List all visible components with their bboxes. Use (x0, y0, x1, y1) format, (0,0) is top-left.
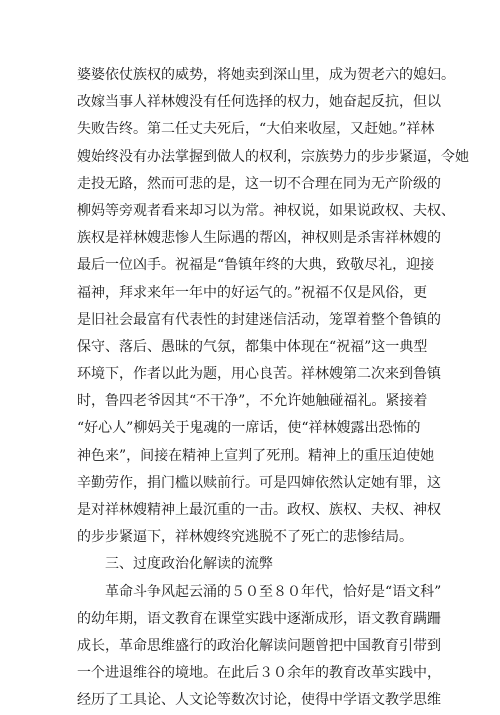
text-line: 走投无路，然而可悲的是，这一切不合理在同为无产阶级的 (77, 175, 441, 192)
section-heading-text: 三、过度政治化解读的流弊 (105, 556, 273, 573)
text-line: 失败告终。第二任丈夫死后，“大伯来收屋，又赶她。”祥林 (77, 121, 435, 138)
text-line: 保守、落后、愚昧的气氛，都集中体现在“祝福”这一典型 (77, 338, 428, 355)
text-line: 环境下，作者以此为题，用心良苦。祥林嫂第二次来到鲁镇 (77, 366, 441, 383)
text-line: 辛勤劳作，捐门槛以赎前行。可是四婶依然认定她有罪，这 (77, 474, 441, 491)
text-line: 的步步紧逼下，祥林嫂终究逃脱不了死亡的悲惨结局。 (77, 529, 413, 546)
text-line: 婆婆依仗族权的威势，将她卖到深山里，成为贺老六的媳妇。 (77, 67, 455, 83)
text-line: 是对祥林嫂精神上最沉重的一击。政权、族权、夫权、神权 (77, 502, 441, 518)
text-line: 的幼年期，语文教育在课堂实践中逐渐成形，语文教育蹒跚 (77, 610, 441, 627)
text-line: 福神，拜求来年一年中的好运气的。”祝福不仅是风俗，更 (77, 284, 428, 301)
text-line: 革命斗争风起云涌的５０至８０年代，恰好是“语文科” (105, 583, 442, 600)
text-line: 时，鲁四老爷因其“不干净”，不允许她触碰福礼。紧接着 (77, 393, 428, 410)
text-line: 柳妈等旁观者看来却习以为常。神权说，如果说政权、夫权、 (77, 202, 455, 219)
section-heading (77, 551, 437, 578)
text-line: 改嫁当事人祥林嫂没有任何选择的权力，她奋起反抗，但以 (77, 94, 441, 111)
text-line: 是旧社会最富有代表性的封建迷信活动，笼罩着整个鲁镇的 (77, 311, 441, 328)
body-text (77, 62, 469, 715)
paragraph-2 (77, 579, 442, 715)
text-line: 神色来”，间接在精神上宣判了死刑。精神上的重压迫使她 (77, 447, 435, 464)
text-line: 最后一位凶手。祝福是“鲁镇年终的大典，致敬尽礼，迎接 (77, 257, 435, 274)
text-line: 一个进退维谷的境地。在此后３０余年的教育改革实践中， (77, 665, 441, 682)
text-line: “好心人”柳妈关于鬼魂的一席话，使“祥林嫂露出恐怖的 (77, 420, 421, 437)
text-line: 经历了工具论、人文论等数次讨论，使得中学语文教学思维 (77, 692, 441, 709)
text-line: 嫂始终没有办法掌握到做人的权利，宗族势力的步步紧逼，令她 (77, 148, 469, 165)
text-line: 族权是祥林嫂悲惨人生际遇的帮凶，神权则是杀害祥林嫂的 (77, 230, 441, 247)
paragraph-1 (77, 62, 469, 551)
text-line: 成长，革命思维盛行的政治化解读问题曾把中国教育引带到 (77, 637, 441, 654)
